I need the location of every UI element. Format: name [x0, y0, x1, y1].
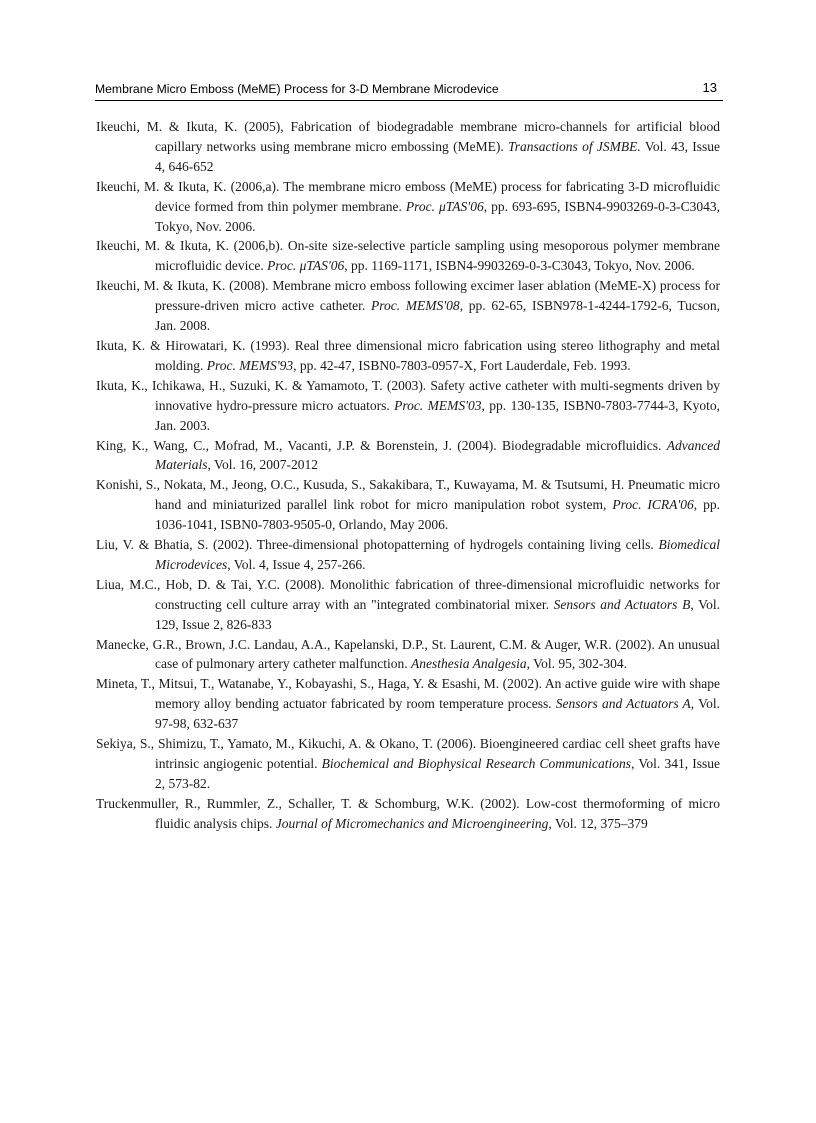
reference-entry: Truckenmuller, R., Rummler, Z., Schaller, T. & Schomburg, W.K. (2002). Low-cost thermoforming of micro fluidic analysis chips. Journal of Micromechanics and Microengineering, Vol. 12, 375–379: [96, 795, 720, 831]
reference-venue: Proc. MEMS'93: [206, 357, 294, 373]
reference-venue: Sensors and Actuators A: [555, 696, 691, 712]
reference-venue: Biomedical Microdevices: [155, 537, 720, 572]
reference-entry: Konishi, S., Nokata, M., Jeong, O.C., Kusuda, S., Sakakibara, T., Kuwayama, M. & Tsutsumi, H. Pneumatic micro hand and miniaturized parallel link robot for micro manipulation robot system, Proc. ICRA'06, pp. 1036-1041, ISBN0-7803-9505-0, Orlando, May 2006.: [96, 477, 721, 533]
reference-entry: Liu, V. & Bhatia, S. (2002). Three-dimensional photopatterning of hydrogels containing living cells. Biomedical Microdevices, Vol. 4, Issue 4, 257-266.: [96, 537, 720, 572]
reference-venue: Proc. ICRA'06: [612, 497, 694, 513]
reference-entry: Manecke, G.R., Brown, J.C. Landau, A.A., Kapelanski, D.P., St. Laurent, C.M. & Auger, W.R. (2002). An unusual case of pulmonary artery catheter malfunction. Anesthesia Analgesia, Vol. 95, 302-304.: [96, 636, 720, 672]
reference-venue: Transactions of JSMBE.: [508, 138, 641, 154]
reference-venue: Advanced Materials: [155, 437, 720, 473]
reference-entry: Ikeuchi, M. & Ikuta, K. (2005), Fabrication of biodegradable membrane micro-channels for artificial blood capillary networks using membrane micro embossing (MeME). Transactions of JSMBE. Vol. 43, Issue 4, 646-652: [96, 119, 721, 174]
reference-venue: Proc. MEMS'03: [394, 397, 482, 413]
reference-venue: Journal of Micromechanics and Microengineering: [275, 815, 549, 831]
reference-entry: King, K., Wang, C., Mofrad, M., Vacanti, J.P. & Borenstein, J. (2004). Biodegradable microfluidics. Advanced Materials, Vol. 16, 2007-2012: [96, 437, 720, 473]
reference-entry: Ikeuchi, M. & Ikuta, K. (2006,a). The membrane micro emboss (MeME) process for fabricating 3-D microfluidic device formed from thin polymer membrane. Proc. μTAS'06, pp. 693-695, ISBN4-9903269-0-3-C3043, Tokyo, Nov. 2006.: [96, 178, 720, 234]
reference-entry: Ikeuchi, M. & Ikuta, K. (2006,b). On-site size-selective particle sampling using mesoporous polymer membrane microfluidic device. Proc. μTAS'06, pp. 1169-1171, ISBN4-9903269-0-3-C3043, Tokyo, Nov. 2006.: [96, 238, 720, 274]
reference-venue: Biochemical and Biophysical Research Communications: [321, 756, 632, 771]
running-header: [95, 80, 723, 101]
reference-venue: Sensors and Actuators B: [553, 596, 691, 612]
reference-entry: Ikeuchi, M. & Ikuta, K. (2008). Membrane micro emboss following excimer laser ablation (MeME-X) process for pressure-driven micro active catheter. Proc. MEMS'08, pp. 62-65, ISBN978-1-4244-1792-6, Tucson, Jan. 2008.: [96, 278, 720, 334]
reference-venue: Anesthesia Analgesia: [411, 656, 527, 672]
reference-venue: Proc. μTAS'06: [267, 258, 345, 274]
page-number: 13: [702, 80, 717, 95]
reference-entry: Ikuta, K. & Hirowatari, K. (1993). Real three dimensional micro fabrication using stereo lithography and metal molding. Proc. MEMS'93, pp. 42-47, ISBN0-7803-0957-X, Fort Lauderdale, Feb. 1993.: [96, 337, 720, 373]
reference-entry: Ikuta, K., Ichikawa, H., Suzuki, K. & Yamamoto, T. (2003). Safety active catheter with multi-segments driven by innovative hydro-pressure micro actuators. Proc. MEMS'03, pp. 130-135, ISBN0-7803-7744-3, Kyoto, Jan. 2003.: [96, 377, 720, 433]
reference-entry: Liua, M.C., Hob, D. & Tai, Y.C. (2008). Monolithic fabrication of three-dimensional microfluidic networks for constructing cell culture array with an "integrated combinatorial mixer. Sensors and Actuators B, Vol. 129, Issue 2, 826-833: [96, 576, 720, 632]
reference-entry: Mineta, T., Mitsui, T., Watanabe, Y., Kobayashi, S., Haga, Y. & Esashi, M. (2002). An active guide wire with shape memory alloy bending actuator fabricated by room temperature process. Sensors and Actuators A, Vol. 97-98, 632-637: [96, 676, 720, 732]
reference-entry: Sekiya, S., Shimizu, T., Yamato, M., Kikuchi, A. & Okano, T. (2006). Bioengineered cardiac cell sheet grafts have intrinsic angiogenic potential. Biochemical and Biophysical Research Communications, Vol. 341, Issue 2, 573-82.: [96, 736, 720, 791]
running-title: Membrane Micro Emboss (MeME) Process for 3-D Membrane Microdevice: [95, 82, 499, 96]
reference-list: [96, 117, 720, 834]
reference-venue: Proc. MEMS'08: [370, 298, 460, 314]
reference-venue: Proc. μTAS'06: [405, 198, 484, 214]
